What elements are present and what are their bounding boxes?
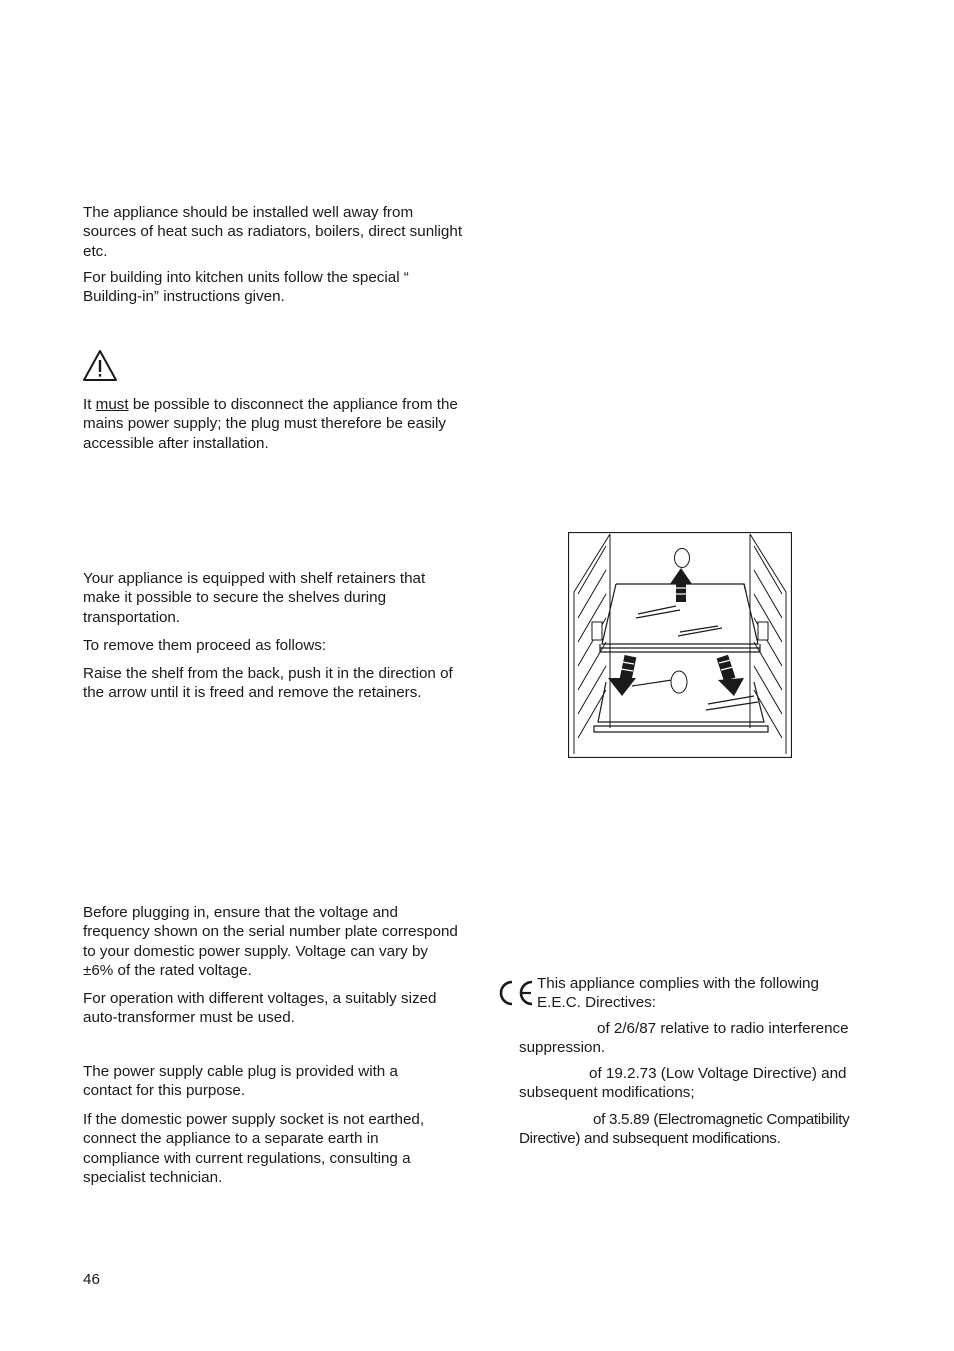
electrical-paragraph-2: For operation with different voltages, a suitably sized auto-transformer must be used. — [83, 990, 437, 1027]
location-paragraph-1: The appliance should be installed well away from sources of heat such as radiators, boilers, direct sunlight etc. — [83, 204, 463, 260]
emphasis-must: must — [95, 396, 129, 413]
earthing-paragraph-1: The power supply cable plug is provided with a contact for this purpose. — [83, 1063, 398, 1100]
electrical-paragraph-1: Before plugging in, ensure that the voltage and frequency shown on the serial number plate correspond to your domestic power supply. Voltage can vary by ±6% of the rated voltage. — [83, 904, 458, 980]
directives-intro: This appliance complies with the following E.E.C. Directives: — [537, 975, 819, 1012]
retainers-paragraph-2: To remove them proceed as follows: — [83, 637, 327, 654]
warning-paragraph: It must be possible to disconnect the appliance from the mains power supply; the plug must therefore be easily accessible after installation. — [83, 396, 458, 452]
location-paragraph-2: For building into kitchen units follow the special “ Building-in” instructions given. — [83, 269, 409, 306]
retainers-paragraph-3: Raise the shelf from the back, push it in the direction of the arrow until it is freed and remove the retainers. — [83, 665, 453, 702]
warning-triangle-icon — [82, 349, 118, 382]
directive-3: of 3.5.89 (Electromagnetic Compatibility Directive) and subsequent modifications. — [519, 1111, 850, 1148]
earthing-paragraph-2: If the domestic power supply socket is not earthed, connect the appliance to a separate earth in compliance with current regulations, consulting a specialist technician. — [83, 1111, 425, 1187]
directive-2: of 19.2.73 (Low Voltage Directive) and subsequent modifications; — [519, 1065, 847, 1102]
directive-1: of 2/6/87 relative to radio interference suppression. — [519, 1020, 849, 1057]
retainers-paragraph-1: Your appliance is equipped with shelf retainers that make it possible to secure the shelves during transportation. — [83, 570, 426, 626]
shelf-retainer-diagram — [568, 532, 792, 758]
page-number: 46 — [83, 1271, 100, 1288]
ce-mark-icon — [497, 979, 537, 1007]
